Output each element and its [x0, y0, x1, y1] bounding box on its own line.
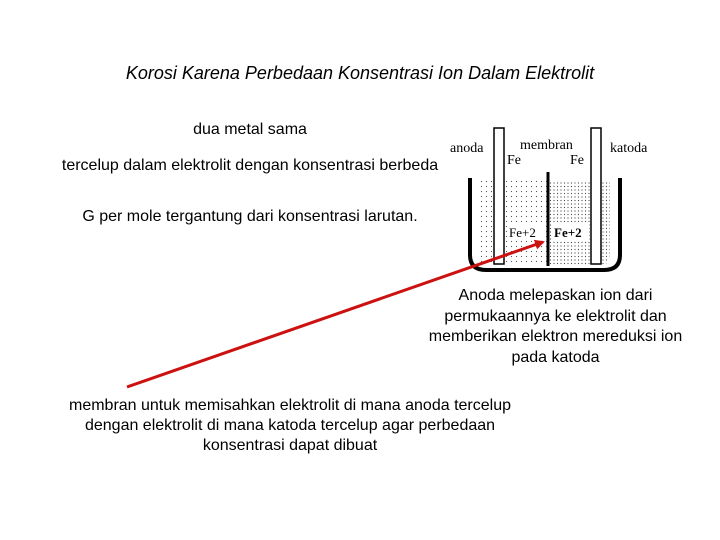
cathode-label: katoda — [610, 141, 648, 156]
pointer-arrow — [127, 242, 543, 387]
cathode-electrode — [591, 128, 601, 264]
immersed-text: tercelup dalam elektrolit dengan konsentrasi berbeda — [61, 157, 439, 174]
gibbs-text: G per mole tergantung dari konsentrasi larutan. — [82, 208, 418, 225]
right-metal-label: Fe — [570, 153, 584, 168]
anode-electrode — [494, 128, 504, 264]
slide-title: Korosi Karena Perbedaan Konsentrasi Ion Dalam Elektrolit — [125, 63, 595, 83]
anode-label: anoda — [450, 141, 484, 156]
left-ion-label: Fe+2 — [509, 225, 536, 240]
left-metal-label: Fe — [507, 153, 521, 168]
anode-note: Anoda melepaskan ion dari permukaannya ke elektrolit dan memberikan elektron mereduksi ion pada katoda — [428, 287, 683, 366]
membrane-note: membran untuk memisahkan elektrolit di mana anoda tercelup dengan elektrolit di mana katoda tercelup agar perbedaan konsentrasi dapat dibuat — [68, 397, 511, 454]
right-ion-label: Fe+2 — [554, 225, 582, 240]
same-metal-text: dua metal sama — [193, 121, 307, 138]
membrane-label: membran — [520, 138, 573, 153]
